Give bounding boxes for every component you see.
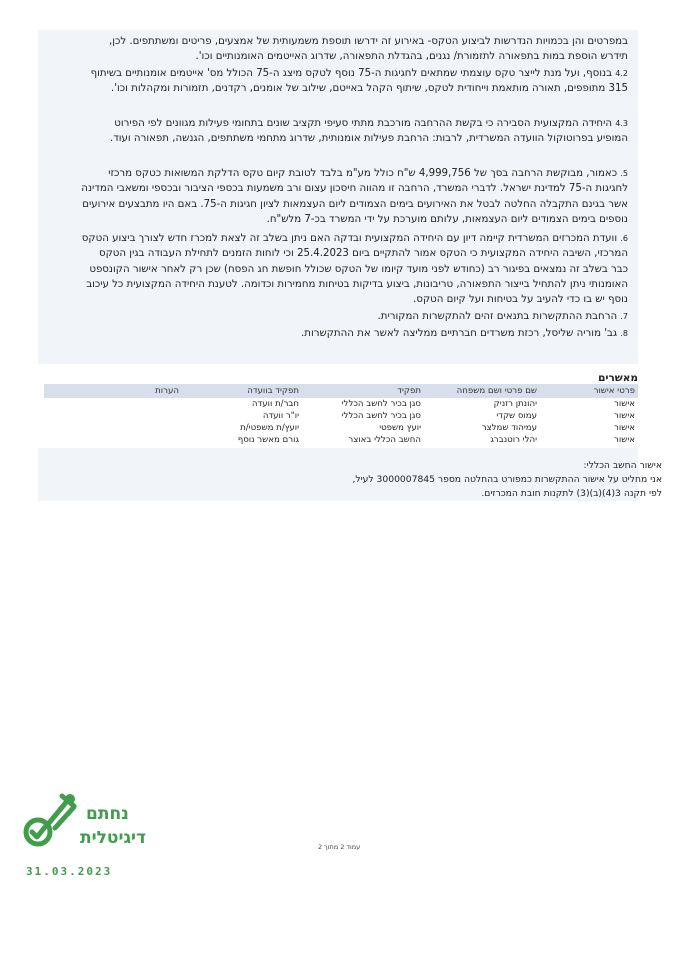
table-cell: יהונתן רזניק: [493, 399, 537, 409]
table-cell: גורם מאשר נוסף: [237, 435, 299, 445]
table-cell: עמוס שקדי: [496, 411, 537, 421]
column-header: תפקיד: [397, 386, 421, 396]
paragraph-8: [80, 326, 628, 341]
digital-signature-stamp: [22, 790, 147, 882]
paragraph-number: 7.: [620, 312, 628, 321]
table-cell: חבר/ת וועדה: [251, 399, 299, 409]
table-header-row: [44, 384, 638, 398]
stamp-digitally-label: דיגיטלית: [80, 828, 147, 848]
paragraph-4-3: [80, 116, 628, 147]
paragraph-number: 6.: [620, 234, 628, 243]
table-cell: אישור: [614, 411, 635, 421]
paragraph-number: 5.: [620, 169, 628, 178]
column-header: פרטי אישור: [593, 386, 635, 396]
approvers-table: [44, 384, 638, 446]
table-row: [44, 398, 638, 410]
paragraph-6: [80, 231, 628, 307]
paragraph-number: 4.2: [615, 69, 628, 78]
table-cell: סגן בכיר לחשב הכללי: [341, 399, 421, 409]
table-cell: סגן בכיר לחשב הכללי: [341, 411, 421, 421]
paragraph-text: בנוסף, ועל מנת לייצר טקס עוצמתי שמתאים לחגיגות ה-75 נוסף לטקס מיצג ה-75 הכולל מס' אייטמים אומנותיים בשיתוף 315 מתופפים, תאורה מותאמת וייחודית לטקס, שיתוף הקהל באייטם, שילוב של אומנים, רקדנים, תזמורות ומקהלות וכו'.: [90, 68, 628, 95]
table-row: [44, 434, 638, 446]
paragraph-4-1-continuation: במפרטים והן בכמויות הנדרשות לביצוע הטקס- באירוע זה ידרשו תוספת משמעותית של אמצעים, פריטים ומשתתפים. לכן, תידרש הוספת במות בתפאורה לתזמורת/ נגנים, בהגדלת התפאורה, שדרוג האייטמים האומנותיים וכו'.: [108, 36, 628, 63]
table-cell: יהלי רוטנברג: [490, 435, 537, 445]
approval-heading: אישור החשב הכללי:: [583, 460, 662, 471]
table-row: [44, 410, 638, 422]
approval-decision-text: אני מחליט על אישור ההתקשרות כמפורט בהחלטה מספר 3000007845 לעיל,: [352, 474, 662, 485]
stamp-date: 31.03.2023: [26, 865, 113, 878]
paragraph-text: כאמור, מבוקשת הרחבה בסך של 4,999,756 ש"ח כולל מע"מ בלבד לטובת קיום טקס הדלקת המשואות כטקס מרכזי לחגיגות ה-75 למדינת ישראל. לדברי המשרד, הרחבה זו מהווה חיסכון עצום ורב משמעות בכספי הציבור ובכספי ומשאבי המדינה אשר בגינם התקבלה החלטה לבטל את האירועים בימים הצמודים ליום העצמאות לציון חגיגות ה-75. באם היו מתבצעים אירועים נוספים בימים הצמודים ליום העצמאות, עלותם מוערכת על ידי המשרד בכ-7 מלש"ח.: [81, 168, 628, 225]
table-cell: עמיהוד שמלצר: [481, 423, 537, 433]
paragraph-number: 8.: [620, 329, 628, 338]
table-cell: [44, 422, 182, 434]
signed-check-pen-icon: [22, 790, 82, 850]
table-cell: החשב הכללי באוצר: [348, 435, 421, 445]
paragraph-4-2: [80, 66, 628, 97]
approvers-title: מאשרים: [598, 372, 638, 384]
paragraph-text: הרחבת ההתקשרות בתנאים זהים להתקשרות המקורית.: [377, 311, 621, 322]
paragraph-text: היחידה המקצועית הסבירה כי בקשת ההרחבה מורכבת מתתי סעיפי תקציב שונים בתחומי פעילות מגוונים לפי הפירוט המופיע בפרוטוקול הוועדה המשרדית, לרבות: הרחבת פעילות אומנותית, שדרוג מתחמי משתתפים, הגנשה, תפאורה ועוד.: [109, 118, 628, 145]
paragraph-7: [80, 309, 628, 324]
paragraph-text: וועדת המכרזים המשרדית קיימה דיון עם היחידה המקצועית ובדקה האם ניתן בשלב זה לצאת למכרז חדש לצורך ביצוע הטקס המרכזי, השיבה היחידה המקצועית כי הטקס אמור להתקיים ביום 25.4.2023 וכי לוחות הזמנים לתחילת העבודה בגין הטקס כבר בשלב זה נמצאים בפיגור רב (כחודש לפני מועד קיומו של הטקס שכולל חופשת חג הפסח) שכן רק לאחר אישור הקונספט האומנותי ניתן להתחיל בייצור התפאורה, טריבונות, ביצוע בדיקות בטיחות מחמירות וכדומה. לטענת היחידה המקצועית כל עיכוב נוסף יש בו כדי להעיב על בטיחות ועל קיום הטקס.: [81, 233, 628, 306]
table-cell: יועץ/ת משפטי/ת: [240, 423, 299, 433]
table-cell: אישור: [614, 399, 635, 409]
table-cell: אישור: [614, 423, 635, 433]
stamp-signed-label: נחתם: [86, 804, 129, 824]
table-row: [44, 422, 638, 434]
paragraph-number: 4.3: [615, 119, 628, 128]
approval-regulation-text: לפי תקנה 3(4)(ב)(3) לתקנות חובת המכרזים.: [481, 488, 662, 499]
table-cell: [44, 434, 182, 446]
column-header: שם פרטי ושם משפחה: [456, 386, 537, 396]
column-header: הערות: [155, 386, 179, 396]
column-header: תפקיד בוועדה: [247, 386, 299, 396]
page-number: עמוד 2 מתוך 2: [318, 843, 361, 851]
paragraph-5: [80, 166, 628, 227]
table-cell: אישור: [614, 435, 635, 445]
table-cell: יועץ משפטי: [379, 423, 421, 433]
paragraph-text: גב' מוריה שליסל, רכזת משרדים חברתיים ממליצה לאשר את ההתקשרות.: [301, 328, 621, 339]
table-cell: [44, 398, 182, 410]
table-cell: [44, 410, 182, 422]
table-cell: יו"ר וועדה: [262, 411, 299, 421]
